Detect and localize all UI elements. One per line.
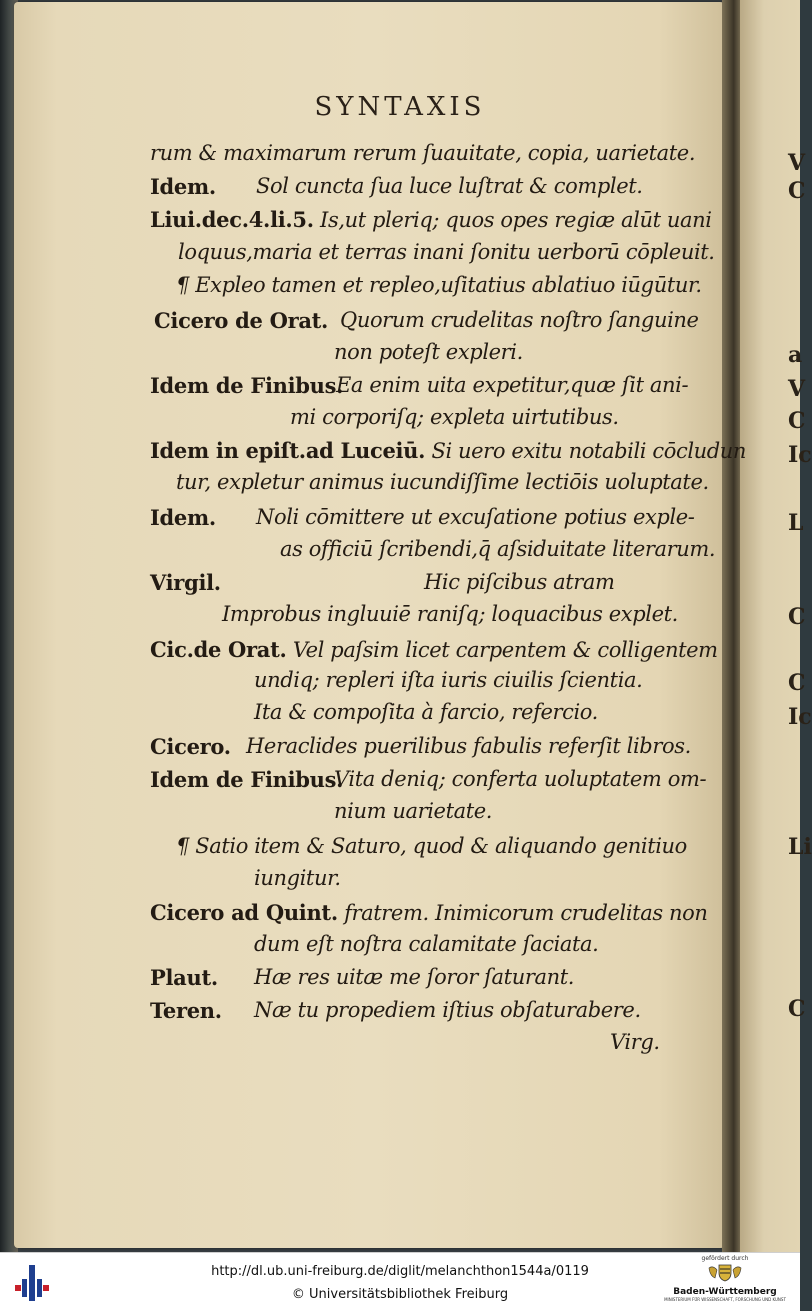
author-citation: Cicero ad Quint. (150, 900, 338, 925)
sponsor-ministry: MINISTERIUM FÜR WISSENSCHAFT, FORSCHUNG UND KUNST (664, 1297, 786, 1302)
text-line: nium uarietate. (334, 799, 493, 823)
facing-page-letter: C (788, 670, 806, 696)
text-line: ¶ Expleo tamen et repleo,uſitatius ablatiuo iūgūtur. (176, 273, 702, 297)
author-citation: Idem de Finibus. (150, 767, 344, 792)
text-line: Cicero ad Quint. fratrem. Inimicorum crudelitas non (150, 900, 708, 925)
text-line: dum eſt noſtra calamitate ſaciata. (254, 932, 599, 956)
facing-page-letter: L (788, 510, 804, 536)
permalink-url[interactable]: http://dl.ub.uni-freiburg.de/diglit/melanchthon1544a/0119 (211, 1264, 589, 1279)
facing-page-letter: Li (788, 834, 812, 860)
text-line: Idem in epiſt.ad Luceiū. Si uero exitu notabili cōcludun (150, 438, 747, 463)
text-line: loquus,maria et terras inani ſonitu uerborū cōpleuit. (178, 240, 715, 264)
text-line: Cic.de Orat. Vel paſsim licet carpentem & colligentem (150, 637, 718, 662)
facing-page-letter: V (788, 376, 806, 402)
author-citation: Teren. (150, 998, 222, 1023)
text-line: undiq; repleri iſta iuris ciuilis ſcientia. (254, 668, 643, 692)
text-line: Cicero de Orat. Quorum crudelitas noſtro ſanguine (154, 308, 699, 333)
text-line: Plaut. Hæ res uitæ me ſoror ſaturant. (150, 965, 575, 990)
state-coat-of-arms-icon (705, 1262, 745, 1282)
facing-page-letter: C (788, 604, 806, 630)
facing-page-letter: Ic (788, 442, 812, 468)
text-line: Idem de Finibus. Ea enim uita expetitur,quæ ſit ani- (150, 373, 689, 398)
text-line: non poteſt expleri. (334, 340, 523, 364)
sponsor-label: gefördert durch (701, 1255, 749, 1262)
text-line: Ita & compoſita à farcio, refercio. (254, 700, 598, 724)
author-citation: Cic.de Orat. (150, 637, 287, 662)
author-citation: Plaut. (150, 965, 218, 990)
author-citation: Idem in epiſt.ad Luceiū. (150, 438, 426, 463)
text-line: Teren. Næ tu propediem iſtius obſaturabere. (150, 998, 641, 1023)
author-citation: Cicero. (150, 734, 231, 759)
text-line: Cicero. Heraclides puerilibus fabulis referſit libros. (150, 734, 691, 759)
text-line: rum & maximarum rerum ſuauitate, copia, uarietate. (150, 141, 696, 165)
catchword: Virg. (610, 1030, 660, 1054)
facing-page-letter: C (788, 178, 806, 204)
text-line: Improbus ingluuiē raniſq; loquacibus explet. (222, 602, 678, 626)
text-line: tur, expletur animus iucundiſſime lectiōis uoluptate. (176, 470, 709, 494)
copyright-notice: © Universitätsbibliothek Freiburg (291, 1287, 509, 1302)
facing-page-edge (740, 0, 812, 1252)
facing-page-letter: V (788, 150, 806, 176)
author-citation: Idem de Finibus. (150, 373, 344, 398)
facing-page-letter: C (788, 408, 806, 434)
text-line: Idem. Noli cōmittere ut excuſatione potius exple- (150, 505, 695, 530)
text-line: iungitur. (254, 866, 341, 890)
text-line: Idem de Finibus. Vita deniq; conferta uoluptatem om- (150, 767, 707, 792)
author-citation: Liui.dec.4.li.5. (150, 207, 314, 232)
text-line: ¶ Satio item & Saturo, quod & aliquando genitiuo (176, 834, 687, 858)
text-line: mi corporiſq; expleta uirtutibus. (290, 405, 619, 429)
text-line: Liui.dec.4.li.5. Is,ut pleriq; quos opes regiæ alūt uani (150, 207, 712, 232)
text-line: Virgil. Hic piſcibus atram (150, 570, 615, 595)
facing-page-letter: C (788, 996, 806, 1022)
facing-page-letter: a (788, 342, 803, 368)
author-citation: Virgil. (150, 570, 221, 595)
viewer-footer (0, 1252, 800, 1311)
sponsor-block (660, 1255, 790, 1309)
sponsor-name: Baden-Württemberg (673, 1287, 777, 1297)
text-line: as officiū ſcribendi,q̄ aſsiduitate literarum. (280, 537, 716, 561)
facing-page-letter: Ic (788, 704, 812, 730)
text-line: Idem. Sol cuncta ſua luce luſtrat & complet. (150, 174, 643, 199)
author-citation: Idem. (150, 505, 216, 530)
running-head: SYNTAXIS (314, 92, 486, 122)
author-citation: Cicero de Orat. (154, 308, 329, 333)
author-citation: Idem. (150, 174, 216, 199)
